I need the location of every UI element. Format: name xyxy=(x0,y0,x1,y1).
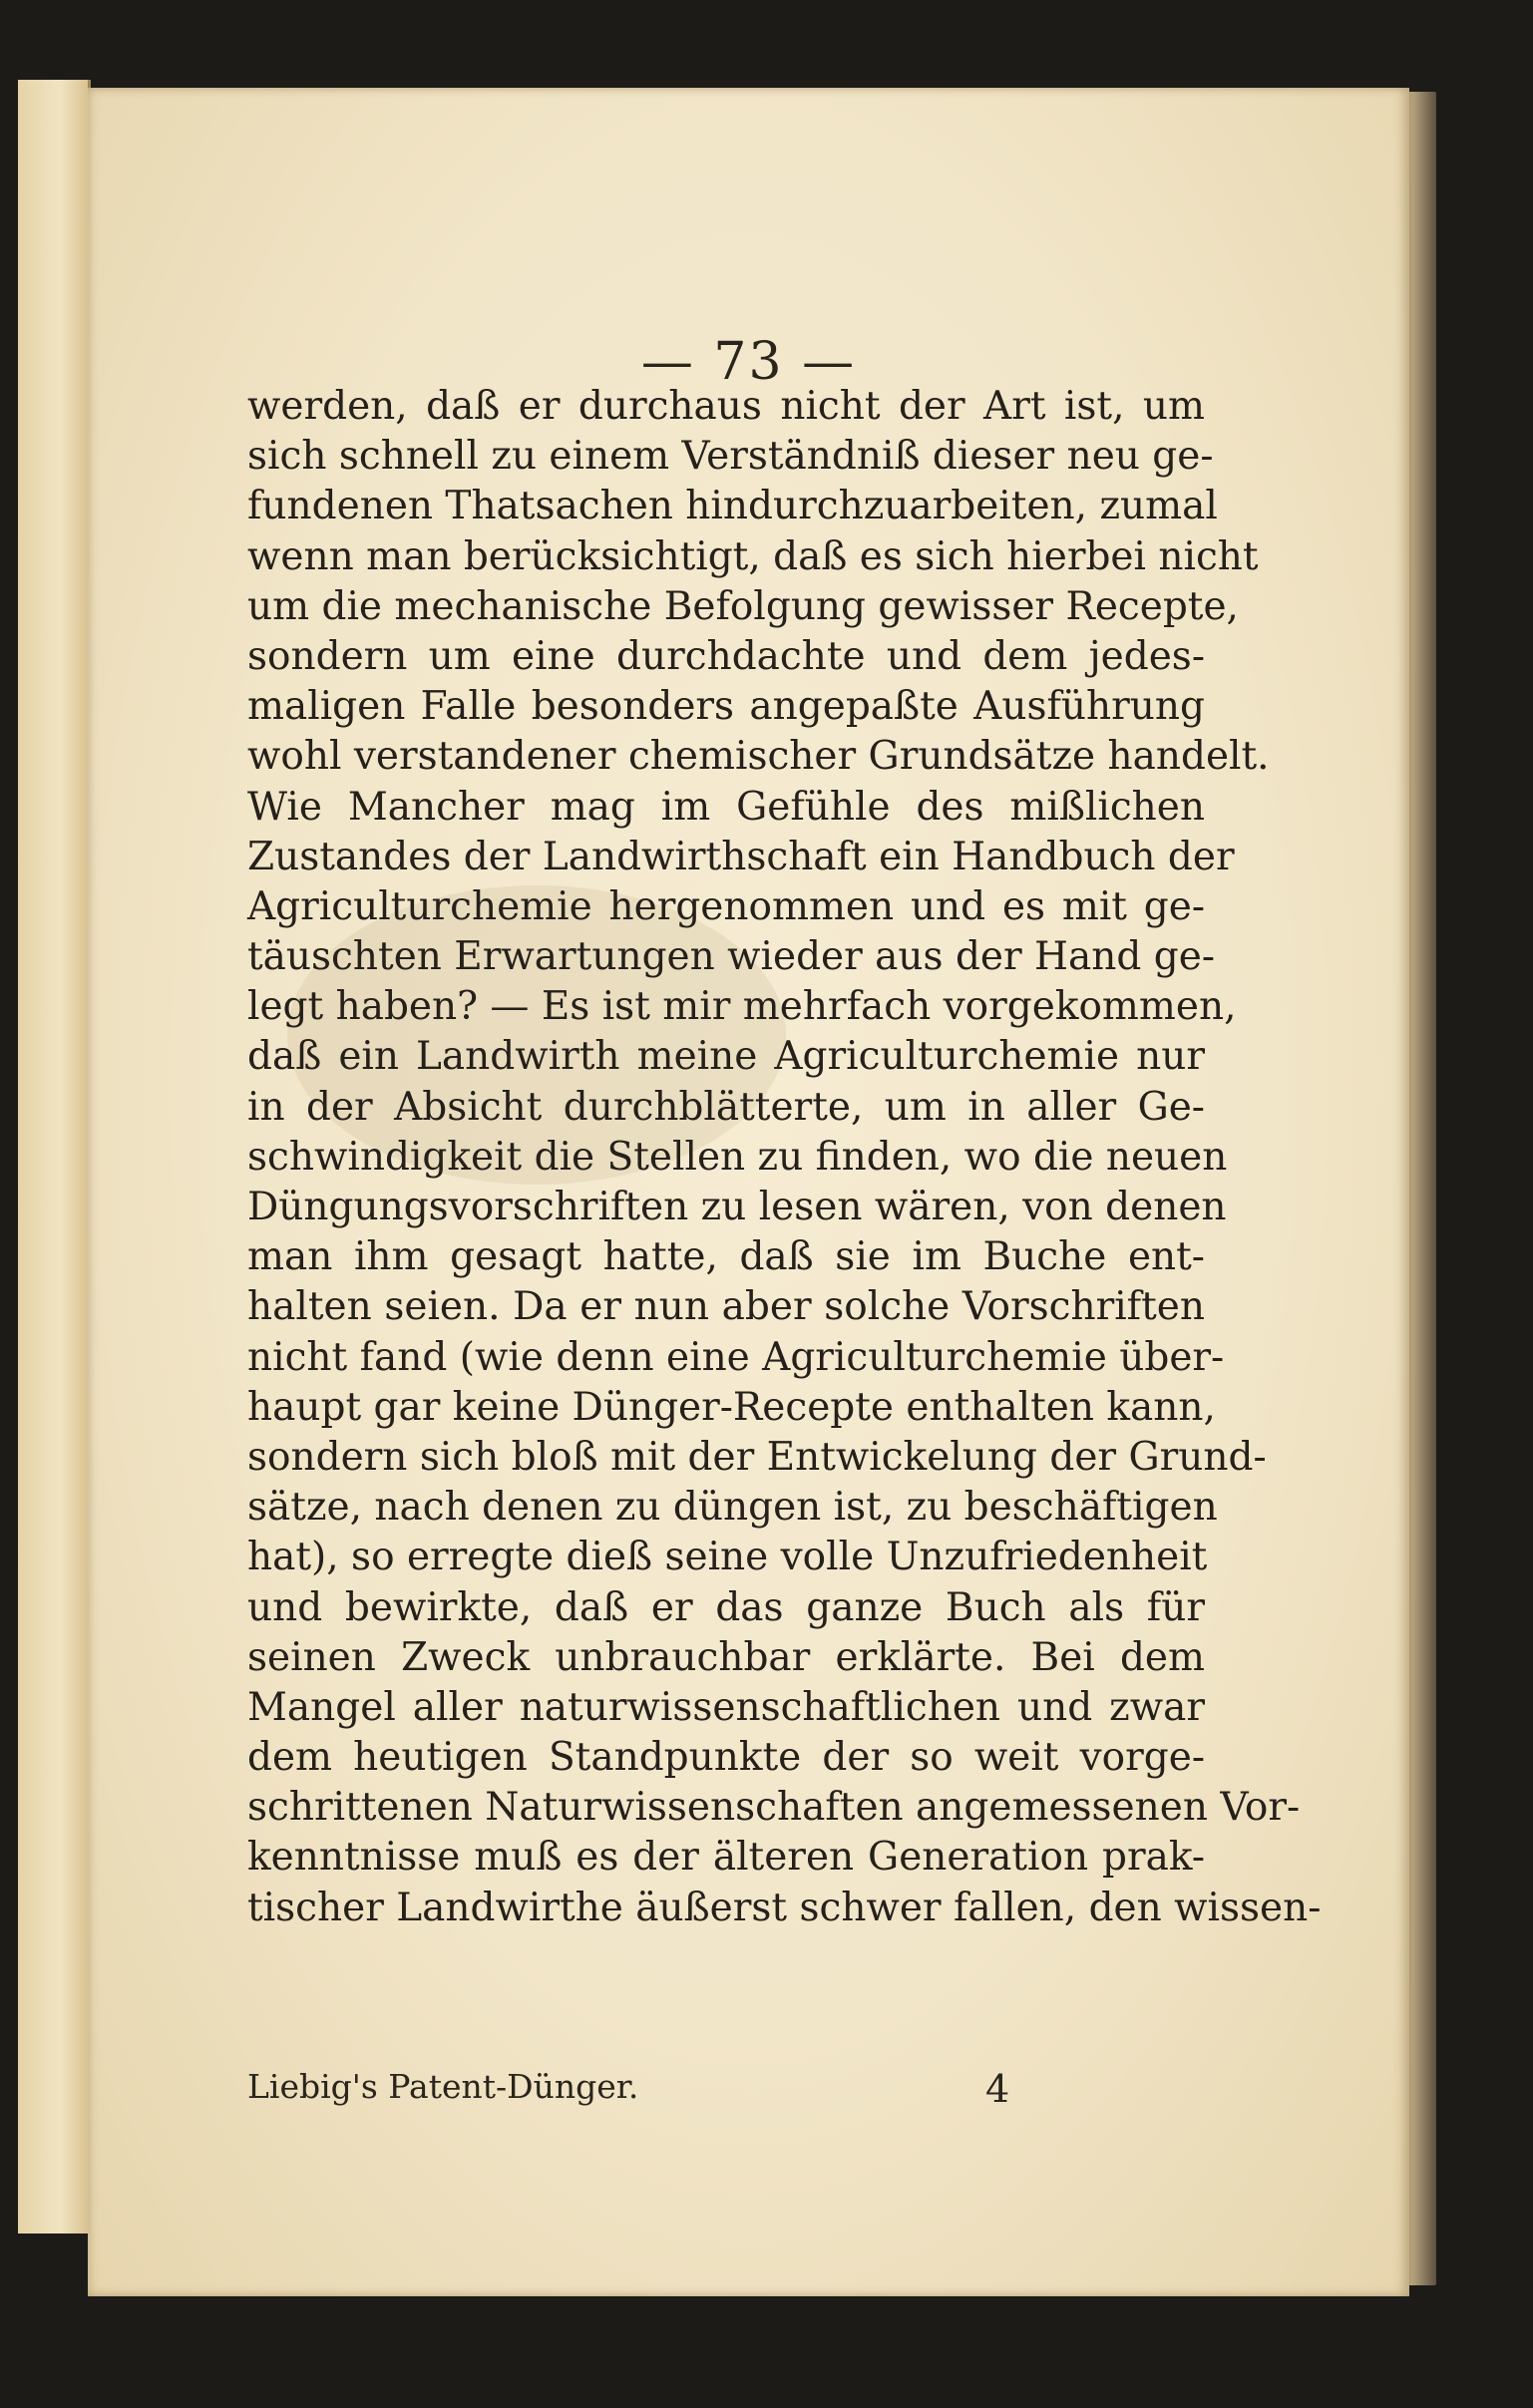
text-line: Agriculturchemie hergenommen und es mit ge- xyxy=(247,883,1205,929)
text-line: schrittenen Naturwissenschaften angemessenen Vor- xyxy=(247,1785,1301,1831)
text-line: schwindigkeit die Stellen zu finden, wo die neuen xyxy=(247,1134,1228,1180)
text-line: Mangel aller naturwissenschaftlichen und zwar xyxy=(247,1684,1205,1730)
text-line: hat), so erregte dieß seine volle Unzufriedenheit xyxy=(247,1535,1208,1580)
text-line: sich schnell zu einem Verständniß dieser neu ge- xyxy=(247,434,1214,480)
text-line: dem heutigen Standpunkte der so weit vorge- xyxy=(247,1735,1205,1781)
text-line: daß ein Landwirth meine Agriculturchemie nur xyxy=(247,1034,1205,1080)
book-page xyxy=(88,88,1409,2296)
text-line: halten seien. Da er nun aber solche Vorschriften xyxy=(247,1284,1205,1330)
text-line: in der Absicht durchblätterte, um in aller Ge- xyxy=(247,1084,1205,1130)
page-number: — 73 — xyxy=(640,332,857,392)
text-line: sondern sich bloß mit der Entwickelung der Grund- xyxy=(247,1434,1267,1480)
text-line: Düngungsvorschriften zu lesen wären, von denen xyxy=(247,1185,1227,1229)
text-line: täuschten Erwartungen wieder aus der Hand ge- xyxy=(247,934,1215,980)
text-line: werden, daß er durchaus nicht der Art ist, um xyxy=(247,384,1205,429)
text-line: kenntnisse muß es der älteren Generation prak- xyxy=(247,1835,1205,1881)
running-footer-title: Liebig's Patent-Dünger. xyxy=(247,2067,639,2106)
text-line: um die mechanische Befolgung gewisser Recepte, xyxy=(247,583,1239,629)
text-line: wohl verstandener chemischer Grundsätze handelt. xyxy=(247,734,1270,780)
body-text xyxy=(247,382,1322,1933)
text-line: man ihm gesagt hatte, daß sie im Buche ent- xyxy=(247,1234,1205,1280)
text-line: sondern um eine durchdachte und dem jedes- xyxy=(247,633,1205,679)
text-line: sätze, nach denen zu düngen ist, zu beschäftigen xyxy=(247,1485,1218,1531)
signature-mark: 4 xyxy=(985,2067,1010,2111)
text-line: und bewirkte, daß er das ganze Buch als für xyxy=(247,1584,1205,1630)
text-line: haupt gar keine Dünger-Recepte enthalten kann, xyxy=(247,1384,1216,1430)
text-line: nicht fand (wie denn eine Agriculturchemie über- xyxy=(247,1334,1225,1380)
text-line: legt haben? — Es ist mir mehrfach vorgekommen, xyxy=(247,984,1237,1030)
text-line: seinen Zweck unbrauchbar erklärte. Bei dem xyxy=(247,1634,1205,1680)
text-line: tischer Landwirthe äußerst schwer fallen, den wissen- xyxy=(247,1885,1322,1930)
text-line: fundenen Thatsachen hindurchzuarbeiten, zumal xyxy=(247,484,1218,529)
text-line: Zustandes der Landwirthschaft ein Handbuch der xyxy=(247,834,1235,879)
facing-page-edge xyxy=(18,80,91,2234)
text-line: wenn man berücksichtigt, daß es sich hierbei nicht xyxy=(247,533,1259,579)
text-line: Wie Mancher mag im Gefühle des mißlichen xyxy=(247,784,1205,830)
text-line: maligen Falle besonders angepaßte Ausführung xyxy=(247,684,1205,730)
